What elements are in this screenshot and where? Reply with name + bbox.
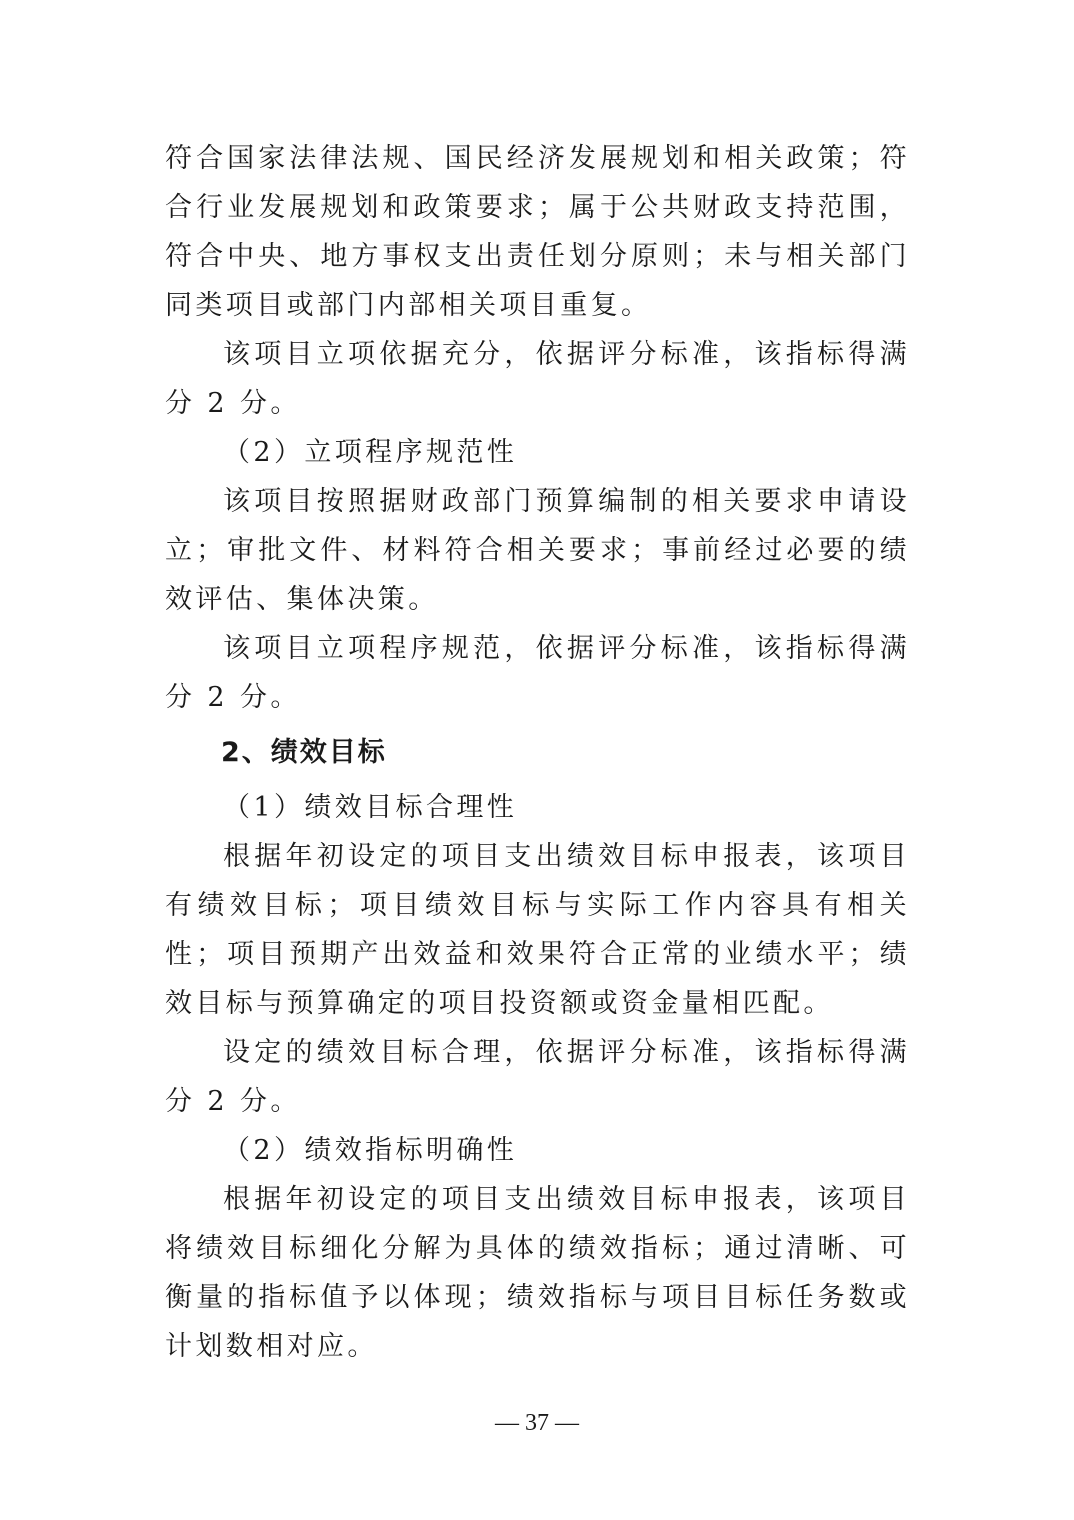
paragraph-score-procedure: 该项目立项程序规范，依据评分标准，该指标得满分 2 分。: [165, 633, 910, 713]
paragraph-score-basis: 该项目立项依据充分，依据评分标准，该指标得满分 2 分。: [165, 339, 910, 419]
paragraph-continuation: 符合国家法律法规、国民经济发展规划和相关政策；符合行业发展规划和政策要求；属于公共财政支持范围，符合中央、地方事权支出责任划分原则；未与相关部门同类项目或部门内部相关项目重复。: [165, 143, 910, 321]
subheading-procedure: （2）立项程序规范性: [223, 437, 518, 468]
subheading-goal-rationality: （1）绩效目标合理性: [223, 792, 518, 823]
page-number: — 37 —: [495, 1410, 579, 1436]
paragraph-goal-rationality: 根据年初设定的项目支出绩效目标申报表，该项目有绩效目标；项目绩效目标与实际工作内容具有相关性；项目预期产出效益和效果符合正常的业绩水平；绩效目标与预算确定的项目投资额或资金量相匹配。: [165, 841, 910, 1019]
document-body: [165, 134, 910, 1371]
paragraph-indicator-clarity: 根据年初设定的项目支出绩效目标申报表，该项目将绩效目标细化分解为具体的绩效指标；通过清晰、可衡量的指标值予以体现；绩效指标与项目目标任务数或计划数相对应。: [165, 1184, 910, 1362]
paragraph-procedure: 该项目按照据财政部门预算编制的相关要求申请设立；审批文件、材料符合相关要求；事前经过必要的绩效评估、集体决策。: [165, 486, 910, 615]
subheading-indicator-clarity: （2）绩效指标明确性: [223, 1135, 518, 1166]
paragraph-score-goal: 设定的绩效目标合理，依据评分标准，该指标得满分 2 分。: [165, 1037, 910, 1117]
section-heading-performance-goals: 2、绩效目标: [221, 737, 387, 768]
